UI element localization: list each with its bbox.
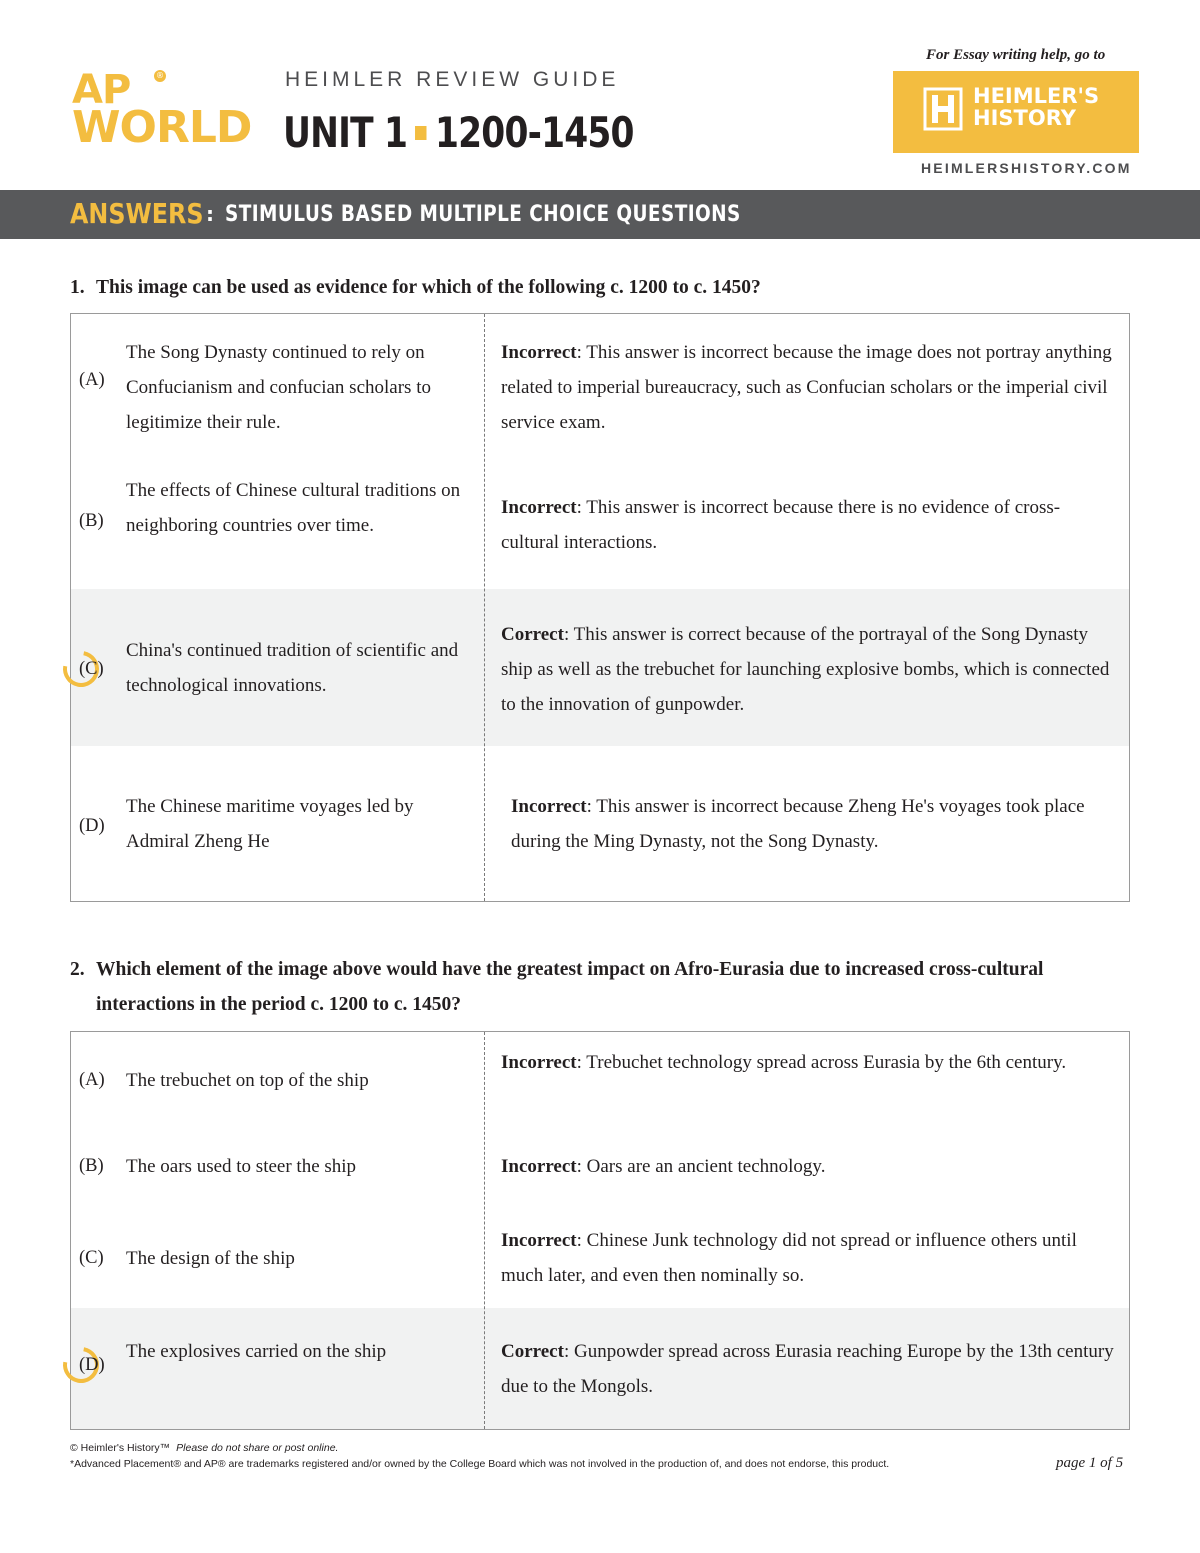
unit-heading <box>283 108 634 157</box>
explanation-text: : Oars are an ancient technology. <box>576 1156 826 1177</box>
explanation-text: : This answer is incorrect because Zheng He's voyages took place during the Ming Dynasty, not the Song Dynasty. <box>511 796 1085 852</box>
verdict: Incorrect <box>501 1156 577 1177</box>
column-divider <box>484 1032 485 1429</box>
unit-years: 1200-1450 <box>435 108 634 157</box>
brand-line-1: HEIMLER'S <box>973 84 1100 108</box>
table-row <box>71 1212 1129 1308</box>
explanation <box>501 1045 1116 1080</box>
choice-text: The Song Dynasty continued to rely on Confucianism and confucian scholars to legitimize their rule. <box>126 342 431 433</box>
table-row <box>71 1130 1129 1212</box>
column-divider <box>484 314 485 901</box>
choice-text: The explosives carried on the ship <box>126 1341 387 1362</box>
table-row <box>71 1032 1129 1130</box>
verdict: Incorrect <box>511 796 587 817</box>
question-number: 1. <box>70 277 85 298</box>
choice-letter: (C) <box>79 1248 104 1268</box>
choice-text: The oars used to steer the ship <box>126 1156 357 1177</box>
question-number: 2. <box>70 959 85 980</box>
heimlers-history-logo[interactable] <box>893 71 1139 153</box>
verdict: Correct <box>501 624 564 645</box>
choice-letter: (B) <box>79 1156 104 1176</box>
unit-label: UNIT 1 <box>283 108 408 157</box>
choice-text: The Chinese maritime voyages led by Admiral Zheng He <box>126 796 414 852</box>
question-text-line-1: Which element of the image above would have the greatest impact on Afro-Eurasia due to increased cross-cultural <box>96 959 1044 980</box>
explanation-text: : This answer is correct because of the portrayal of the Song Dynasty ship as well as the trebuchet for launching explosive bombs, which is connected to the innovation of gunpowder. <box>501 624 1110 715</box>
brand-line-2: HISTORY <box>973 106 1076 130</box>
choice-letter: (C) <box>79 659 104 679</box>
footer-copyright <box>70 1442 338 1454</box>
explanation <box>501 617 1116 722</box>
answers-separator: : <box>206 202 214 226</box>
yellow-square-separator <box>415 126 426 140</box>
answers-subtitle: STIMULUS BASED MULTIPLE CHOICE QUESTIONS <box>225 202 741 227</box>
explanation-text: : This answer is incorrect because the image does not portray anything related to imperial bureaucracy, such as Confucian scholars or the imperial civil service exam. <box>501 342 1112 433</box>
table-row-correct <box>71 589 1129 746</box>
choice-text: The effects of Chinese cultural traditions on neighboring countries over time. <box>126 480 461 536</box>
ap-world-logo <box>72 62 272 162</box>
choice-text: The design of the ship <box>126 1248 295 1269</box>
brand-url-link[interactable]: HEIMLERSHISTORY.COM <box>921 160 1132 176</box>
verdict: Incorrect <box>501 1230 577 1251</box>
answers-title: ANSWERS <box>70 197 204 230</box>
choice-letter: (D) <box>79 816 105 836</box>
choice-letter: (A) <box>79 1070 105 1090</box>
heimler-h-icon <box>923 87 963 131</box>
answer-table-2 <box>70 1031 1130 1430</box>
logo-ap-text: AP <box>72 67 131 113</box>
brand-name <box>973 85 1099 129</box>
explanation <box>511 789 1116 859</box>
essay-help-text: For Essay writing help, go to <box>926 47 1106 63</box>
choice-text: The trebuchet on top of the ship <box>126 1070 369 1091</box>
question-2 <box>70 952 1043 1022</box>
explanation <box>501 490 1116 560</box>
explanation <box>501 335 1116 440</box>
verdict: Incorrect <box>501 497 577 518</box>
guide-title: HEIMLER REVIEW GUIDE <box>285 68 620 91</box>
logo-registered-mark: ® <box>156 71 164 80</box>
explanation-text: : Chinese Junk technology did not spread or influence others until much later, and even then nominally so. <box>501 1230 1077 1286</box>
table-row-correct <box>71 1308 1129 1429</box>
choice-letter: (D) <box>79 1355 105 1375</box>
table-row <box>71 314 1129 449</box>
question-text: This image can be used as evidence for which of the following c. 1200 to c. 1450? <box>96 277 761 298</box>
explanation-text: : This answer is incorrect because there is no evidence of cross-cultural interactions. <box>501 497 1061 553</box>
explanation <box>501 1149 1116 1184</box>
verdict: Incorrect <box>501 1052 577 1073</box>
choice-letter: (B) <box>79 511 104 531</box>
page-number: page 1 of 5 <box>1056 1455 1124 1471</box>
question-1 <box>70 270 761 305</box>
question-text-line-2: interactions in the period c. 1200 to c. 1450? <box>96 994 462 1015</box>
explanation <box>501 1334 1116 1404</box>
answers-banner <box>0 190 1200 239</box>
share-notice: Please do not share or post online. <box>176 1442 339 1454</box>
copyright-text: © Heimler's History™ <box>70 1442 171 1454</box>
explanation-text: : Gunpowder spread across Eurasia reaching Europe by the 13th century due to the Mongols. <box>501 1341 1114 1397</box>
verdict: Incorrect <box>501 342 577 363</box>
explanation-text: : Trebuchet technology spread across Eurasia by the 6th century. <box>576 1052 1067 1073</box>
answer-table-1 <box>70 313 1130 902</box>
footer-trademark: *Advanced Placement® and AP® are trademarks registered and/or owned by the College Board which was not involved in the production of, and does not endorse, this product. <box>70 1458 890 1470</box>
choice-text: China's continued tradition of scientific and technological innovations. <box>126 640 459 696</box>
table-row <box>71 746 1129 901</box>
choice-letter: (A) <box>79 370 105 390</box>
explanation <box>501 1223 1116 1293</box>
logo-world-text: WORLD <box>72 102 252 153</box>
table-row <box>71 449 1129 589</box>
verdict: Correct <box>501 1341 564 1362</box>
